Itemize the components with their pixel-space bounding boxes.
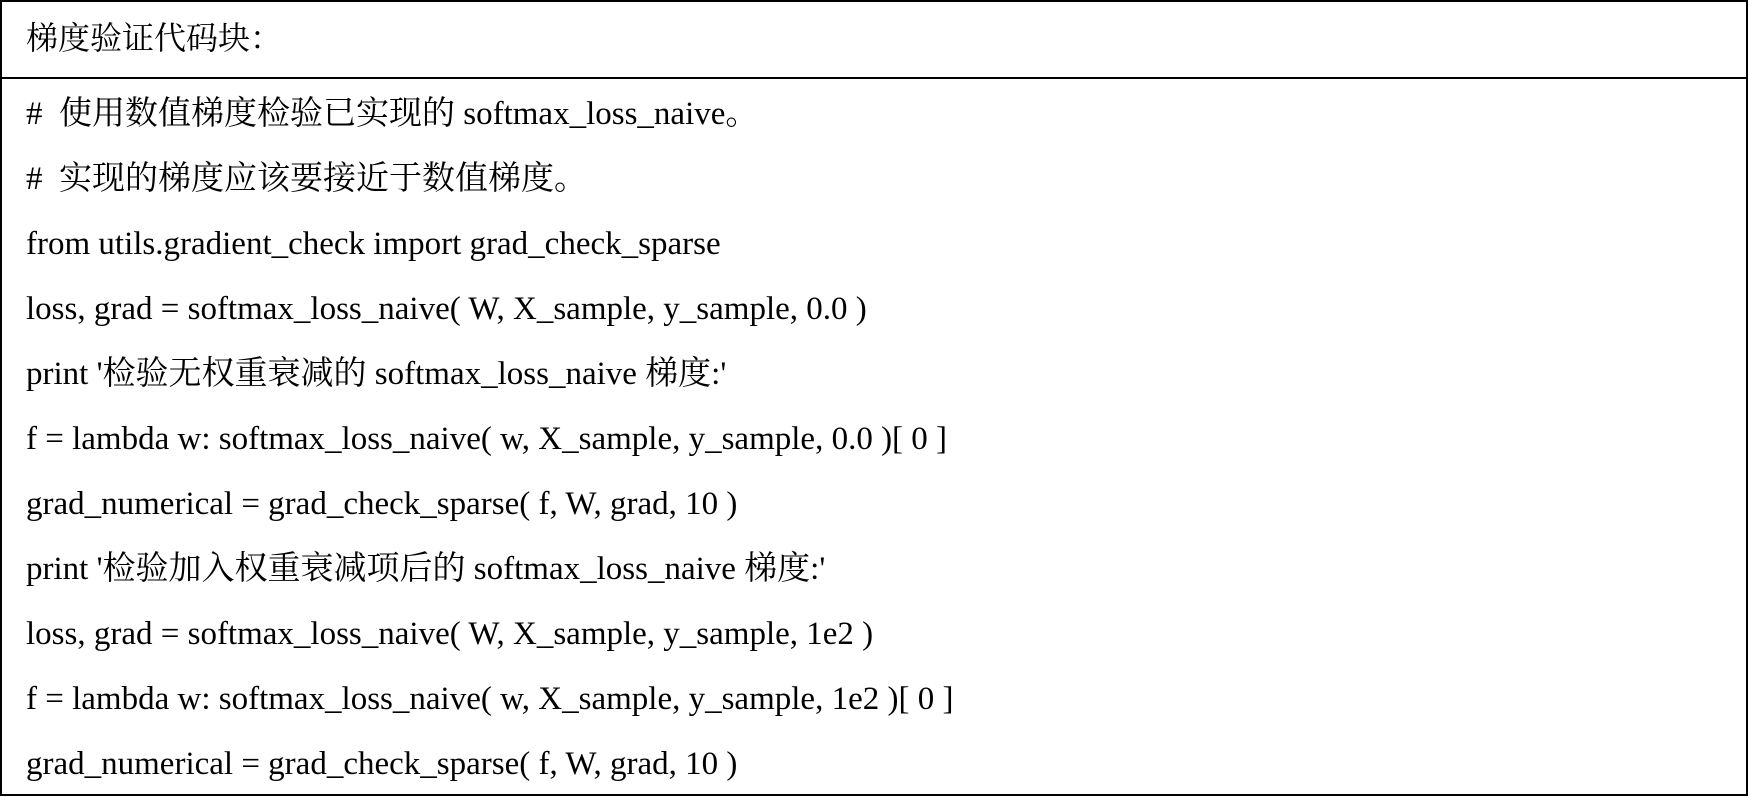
code-line-11: grad_numerical = grad_check_sparse( f, W, grad, 10 ) [26,746,738,782]
code-line-8: print '检验加入权重衰减项后的 softmax_loss_naive 梯度:' [26,551,826,587]
code-block-title: 梯度验证代码块： [2,2,1746,79]
code-line-3: from utils.gradient_check import grad_check_sparse [26,226,721,262]
code-line-5: print '检验无权重衰减的 softmax_loss_naive 梯度:' [26,356,727,392]
code-line-1: # 使用数值梯度检验已实现的 softmax_loss_naive。 [26,96,759,132]
code-line-2: # 实现的梯度应该要接近于数值梯度。 [26,161,587,197]
code-line-10: f = lambda w: softmax_loss_naive( w, X_sample, y_sample, 1e2 )[ 0 ] [26,681,954,717]
code-body [2,82,1746,797]
code-line-6: f = lambda w: softmax_loss_naive( w, X_sample, y_sample, 0.0 )[ 0 ] [26,421,948,457]
code-line-9: loss, grad = softmax_loss_naive( W, X_sample, y_sample, 1e2 ) [26,616,874,652]
code-line-7: grad_numerical = grad_check_sparse( f, W, grad, 10 ) [26,486,738,522]
code-line-4: loss, grad = softmax_loss_naive( W, X_sample, y_sample, 0.0 ) [26,291,867,327]
